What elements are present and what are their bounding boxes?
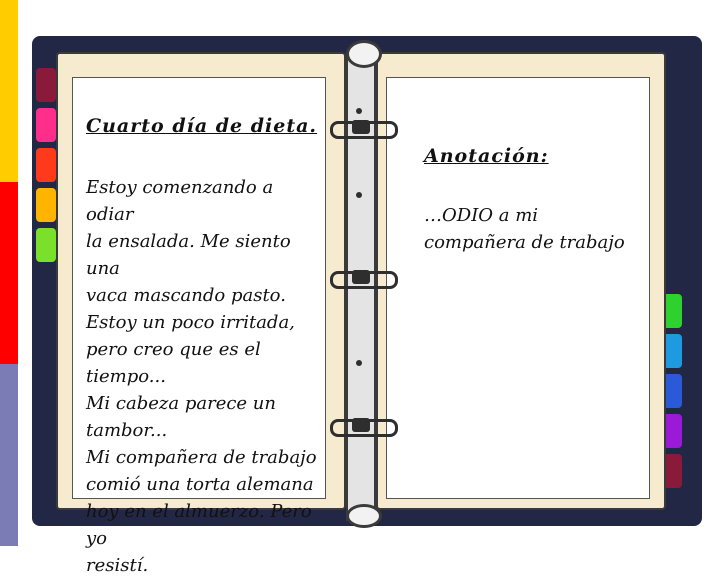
binder-tab-left-3: [36, 148, 56, 182]
right-page-writing-area: [386, 77, 650, 499]
binder-tab-left-2: [36, 108, 56, 142]
color-strip-red: [0, 182, 18, 364]
color-strip-blue: [0, 364, 18, 546]
spine-top-cap: [346, 40, 382, 68]
binder-tab-left-1: [36, 68, 56, 102]
spine-rivet: [356, 360, 362, 366]
spine-rivet: [356, 108, 362, 114]
binder-ring-clip: [352, 120, 370, 134]
binder-tab-left-4: [36, 188, 56, 222]
spine-rivet: [356, 192, 362, 198]
right-page-title: Anotación:: [424, 145, 549, 167]
binder-ring-clip: [352, 270, 370, 284]
left-page-text: Estoy comenzando a odiar la ensalada. Me siento una vaca mascando pasto. Estoy un poco irritada, pero creo que es el tiempo... Mi cabeza parece un tambor... Mi compañera de trabajo comió una torta alemana hoy en el almuerzo. Pero yo resistí.: [86, 177, 317, 576]
right-page-text: …ODIO a mi compañera de trabajo: [424, 205, 625, 253]
binder-ring-clip: [352, 418, 370, 432]
color-strip-yellow: [0, 0, 18, 182]
spine-bottom-cap: [346, 504, 382, 528]
binder-tab-left-5: [36, 228, 56, 262]
left-page-title: Cuarto día de dieta.: [86, 115, 318, 137]
